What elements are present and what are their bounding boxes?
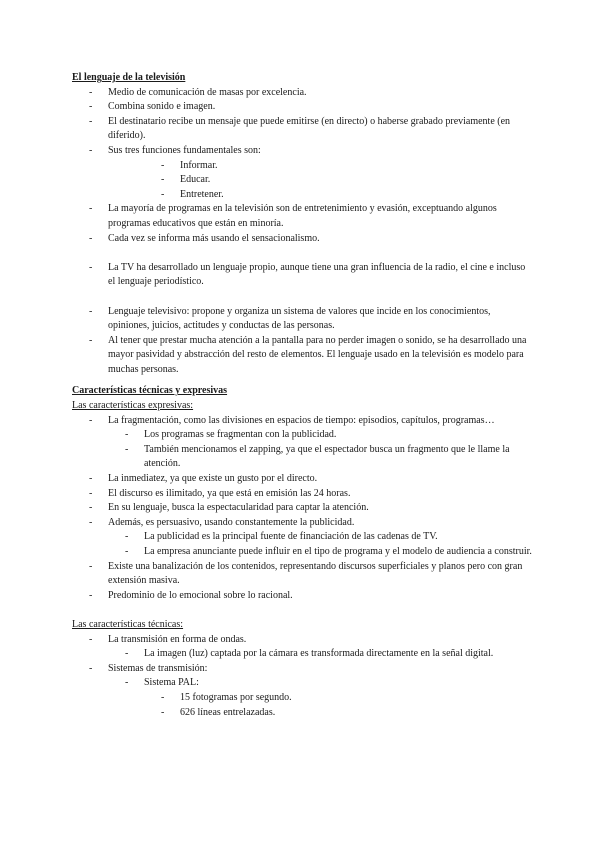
list-item: - En su lenguaje, busca la espectacularidad para captar la atención. [72, 501, 534, 516]
list-item: - 15 fotogramas por segundo. [72, 691, 534, 706]
spacer [72, 246, 534, 261]
list-item: - La TV ha desarrollado un lenguaje propio, aunque tiene una gran influencia de la radio, el cine e incluso el lenguaje periodístico. [89, 261, 526, 288]
bullet-dash: - [89, 334, 93, 346]
bullet-dash: - [89, 144, 93, 156]
bullet-dash: - [125, 648, 129, 660]
bullet-dash: - [89, 86, 93, 98]
bullet-dash: - [89, 115, 93, 127]
list-item: - Sus tres funciones fundamentales son: [72, 144, 534, 159]
subsection-title: Las características técnicas: [72, 618, 184, 630]
bullet-dash: - [89, 516, 93, 528]
list-item: - Predominio de lo emocional sobre lo racional. [72, 589, 534, 604]
list-item: - La empresa anunciante puede influir en el tipo de programa y el modelo de audiencia a construir. [72, 545, 534, 560]
bullet-dash: - [89, 560, 93, 572]
list-item: - Al tener que prestar mucha atención a la pantalla para no perder imagen o sonido, se ha desarrollado una mayor pasividad y abstracción del resto de elementos. El lenguaje usado en la televisión es modelo para muchas personas. [89, 334, 527, 375]
bullet-dash: - [89, 414, 93, 426]
bullet-dash: - [89, 203, 93, 215]
bullet-dash: - [125, 677, 129, 689]
spacer [72, 290, 534, 305]
bullet-dash: - [161, 691, 165, 703]
bullet-dash: - [125, 546, 129, 557]
subsection-title: Las características expresivas: [72, 400, 194, 412]
list-item: - También mencionamos el zapping, ya que el espectador busca un fragmento que le llame la atención. [125, 443, 510, 470]
bullet-dash: - [89, 633, 93, 645]
list-item: - La publicidad es la principal fuente de financiación de las cadenas de TV. [72, 530, 534, 545]
list-item: - La imagen (luz) captada por la cámara es transformada directamente en la señal digital. [72, 647, 534, 662]
list-item: - El discurso es ilimitado, ya que está en emisión las 24 horas. [72, 487, 534, 502]
bullet-dash: - [89, 261, 93, 273]
list-item: - 626 líneas entrelazadas. [72, 706, 534, 721]
bullet-dash: - [125, 531, 129, 543]
section-title: Características técnicas y expresivas [72, 385, 228, 397]
list-item: - Combina sonido e imagen. [72, 100, 534, 115]
list-item: - La fragmentación, como las divisiones en espacios de tiempo: episodios, capítulos, programas… [72, 414, 534, 429]
spacer [72, 377, 534, 384]
list-item: - La inmediatez, ya que existe un gusto por el directo. [72, 472, 534, 487]
bullet-dash: - [125, 429, 129, 441]
bullet-dash: - [89, 232, 93, 244]
bullet-dash: - [89, 473, 93, 485]
list-item: - Cada vez se informa más usando el sensacionalismo. [72, 232, 534, 247]
list-item: - La mayoría de programas en la televisión son de entretenimiento y evasión, exceptuando algunos programas educativos que están en minoría. [89, 203, 497, 229]
list-item: - Existe una banalización de los contenidos, representando discursos superficiales y planos pero con gran extensión masiva. [89, 560, 523, 587]
bullet-dash: - [161, 174, 165, 186]
list-item: - La transmisión en forma de ondas. [72, 633, 534, 648]
bullet-dash: - [89, 487, 93, 499]
list-item: - Además, es persuasivo, usando constantemente la publicidad. [72, 516, 534, 531]
list-item: - El destinatario recibe un mensaje que puede emitirse (en directo) o haberse grabado previamente (en diferido). [89, 115, 511, 142]
spacer [72, 603, 534, 618]
list-item: - Los programas se fragmentan con la publicidad. [72, 428, 534, 443]
list-item: - Informar. [72, 159, 534, 174]
document-body [72, 71, 534, 720]
list-item: - Entretener. [72, 188, 534, 203]
bullet-dash: - [125, 443, 129, 455]
list-item: - Medio de comunicación de masas por excelencia. [72, 86, 534, 101]
bullet-dash: - [89, 662, 93, 674]
list-item: - Lenguaje televisivo: propone y organiza un sistema de valores que incide en los conocimientos, opiniones, juicios, actitudes y conductas de las personas. [89, 305, 491, 332]
bullet-dash: - [89, 101, 93, 113]
list-item: - Educar. [72, 173, 534, 188]
bullet-dash: - [89, 305, 93, 317]
list-item: - Sistema PAL: [72, 676, 534, 691]
list-item: - Sistemas de transmisión: [72, 662, 534, 677]
bullet-dash: - [161, 188, 165, 200]
bullet-dash: - [89, 589, 93, 601]
section-title: El lenguaje de la televisión [72, 72, 186, 83]
bullet-dash: - [161, 706, 165, 718]
bullet-dash: - [161, 159, 165, 171]
bullet-dash: - [89, 502, 93, 514]
